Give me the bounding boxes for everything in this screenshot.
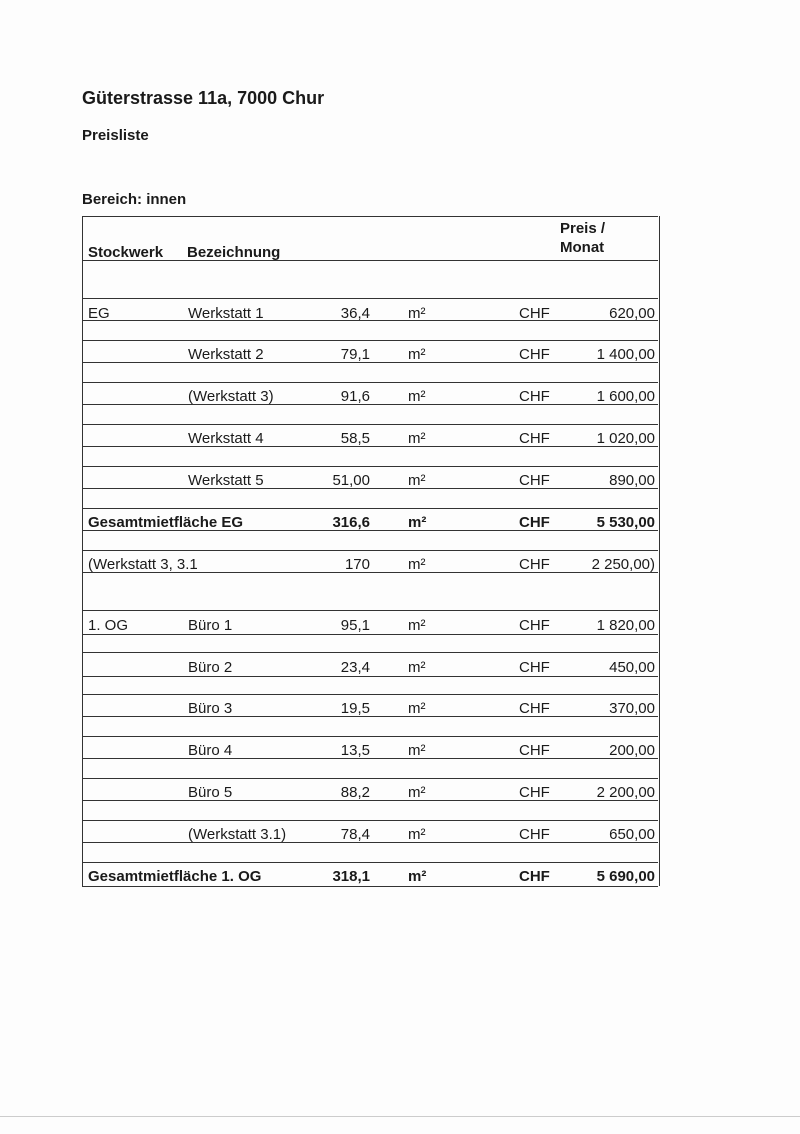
cell-flaeche: 95,1 — [340, 617, 370, 634]
cell-preis: 890,00 — [609, 472, 655, 489]
cell-waehrung: CHF — [519, 659, 550, 676]
cell-einheit: m² — [408, 514, 427, 531]
cell-bezeichnung: Werkstatt 1 — [188, 305, 264, 322]
cell-flaeche: 58,5 — [340, 430, 370, 447]
cell-einheit: m² — [408, 868, 427, 885]
table-rule — [82, 758, 658, 759]
cell-preis: 200,00 — [609, 742, 655, 759]
table-rule — [82, 362, 658, 363]
table-rule — [82, 800, 658, 801]
table-rule — [82, 320, 658, 321]
cell-preis: 1 400,00 — [596, 346, 655, 363]
header-monat: Monat — [560, 239, 605, 256]
cell-einheit: m² — [408, 742, 426, 759]
cell-preis: 5 530,00 — [596, 514, 655, 531]
cell-einheit: m² — [408, 346, 426, 363]
table-rule — [82, 862, 658, 863]
cell-preis: 1 020,00 — [596, 430, 655, 447]
cell-einheit: m² — [408, 388, 426, 405]
cell-waehrung: CHF — [519, 346, 550, 363]
cell-einheit: m² — [408, 659, 426, 676]
cell-bezeichnung: (Werkstatt 3) — [188, 388, 274, 405]
cell-preis: 650,00 — [609, 826, 655, 843]
cell-einheit: m² — [408, 700, 426, 717]
table-rule — [82, 842, 658, 843]
table-rule — [82, 424, 658, 425]
cell-stockwerk: Gesamtmietfläche EG — [88, 514, 244, 531]
cell-waehrung: CHF — [519, 784, 550, 801]
cell-flaeche: 13,5 — [340, 742, 370, 759]
table-rule — [82, 340, 658, 341]
cell-waehrung: CHF — [519, 556, 550, 573]
cell-preis: 1 600,00 — [596, 388, 655, 405]
header-preis: Preis / — [560, 220, 606, 237]
cell-bezeichnung: Büro 3 — [188, 700, 233, 717]
cell-preis: 1 820,00 — [596, 617, 655, 634]
table-rule — [82, 446, 658, 447]
cell-bezeichnung: Werkstatt 5 — [188, 472, 264, 489]
cell-flaeche: 78,4 — [340, 826, 370, 843]
cell-einheit: m² — [408, 305, 426, 322]
cell-preis: 2 250,00) — [591, 556, 655, 573]
table-rule — [82, 676, 658, 677]
cell-waehrung: CHF — [519, 305, 550, 322]
table-rule — [82, 652, 658, 653]
scan-edge-line — [0, 1116, 800, 1117]
cell-waehrung: CHF — [519, 430, 550, 447]
table-rule — [82, 260, 658, 261]
cell-flaeche: 19,5 — [340, 700, 370, 717]
cell-flaeche: 88,2 — [340, 784, 370, 801]
cell-waehrung: CHF — [519, 826, 550, 843]
cell-flaeche: 23,4 — [340, 659, 370, 676]
cell-einheit: m² — [408, 556, 426, 573]
cell-waehrung: CHF — [519, 700, 550, 717]
cell-waehrung: CHF — [519, 472, 550, 489]
cell-preis: 450,00 — [609, 659, 655, 676]
cell-bezeichnung: Büro 1 — [188, 617, 233, 634]
cell-bezeichnung: Büro 2 — [188, 659, 233, 676]
cell-stockwerk: EG — [88, 305, 110, 322]
table-rule — [82, 694, 658, 695]
cell-preis: 2 200,00 — [596, 784, 655, 801]
table-rule — [82, 634, 658, 635]
header-stockwerk: Stockwerk — [88, 244, 164, 261]
cell-flaeche: 36,4 — [340, 305, 370, 322]
cell-waehrung: CHF — [519, 868, 550, 885]
cell-stockwerk: Gesamtmietfläche 1. OG — [88, 868, 262, 885]
cell-einheit: m² — [408, 826, 426, 843]
cell-bezeichnung: Büro 4 — [188, 742, 233, 759]
cell-flaeche: 170 — [344, 556, 370, 573]
table-rule — [82, 216, 658, 217]
cell-einheit: m² — [408, 430, 426, 447]
cell-waehrung: CHF — [519, 514, 550, 531]
table-rule — [82, 550, 658, 551]
table-rule — [82, 716, 658, 717]
cell-bezeichnung: Büro 5 — [188, 784, 233, 801]
table-rule — [82, 298, 658, 299]
cell-stockwerk: (Werkstatt 3, 3.1 — [88, 556, 198, 573]
header-bezeichnung: Bezeichnung — [187, 244, 281, 261]
cell-stockwerk: 1. OG — [88, 617, 129, 634]
table-rule — [82, 736, 658, 737]
table-rule — [82, 820, 658, 821]
cell-flaeche: 51,00 — [332, 472, 370, 489]
cell-einheit: m² — [408, 617, 426, 634]
table-rule — [82, 778, 658, 779]
table-frame — [82, 216, 660, 886]
page-subtitle: Preisliste — [82, 127, 149, 144]
table-rule — [82, 508, 658, 509]
cell-preis: 5 690,00 — [596, 868, 655, 885]
cell-flaeche: 91,6 — [340, 388, 370, 405]
table-rule — [82, 404, 658, 405]
cell-waehrung: CHF — [519, 742, 550, 759]
table-rule — [82, 886, 658, 887]
cell-flaeche: 79,1 — [340, 346, 370, 363]
section-heading: Bereich: innen — [82, 191, 187, 208]
page-title: Güterstrasse 11a, 7000 Chur — [82, 88, 325, 108]
cell-preis: 370,00 — [609, 700, 655, 717]
cell-waehrung: CHF — [519, 388, 550, 405]
cell-einheit: m² — [408, 472, 426, 489]
table-rule — [82, 382, 658, 383]
table-rule — [82, 610, 658, 611]
cell-bezeichnung: Werkstatt 2 — [188, 346, 264, 363]
cell-einheit: m² — [408, 784, 426, 801]
cell-preis: 620,00 — [609, 305, 655, 322]
cell-bezeichnung: Werkstatt 4 — [188, 430, 264, 447]
table-rule — [82, 466, 658, 467]
cell-flaeche: 316,6 — [332, 514, 370, 531]
cell-bezeichnung: (Werkstatt 3.1) — [188, 826, 287, 843]
cell-flaeche: 318,1 — [332, 868, 370, 885]
cell-waehrung: CHF — [519, 617, 550, 634]
table-rule — [82, 488, 658, 489]
